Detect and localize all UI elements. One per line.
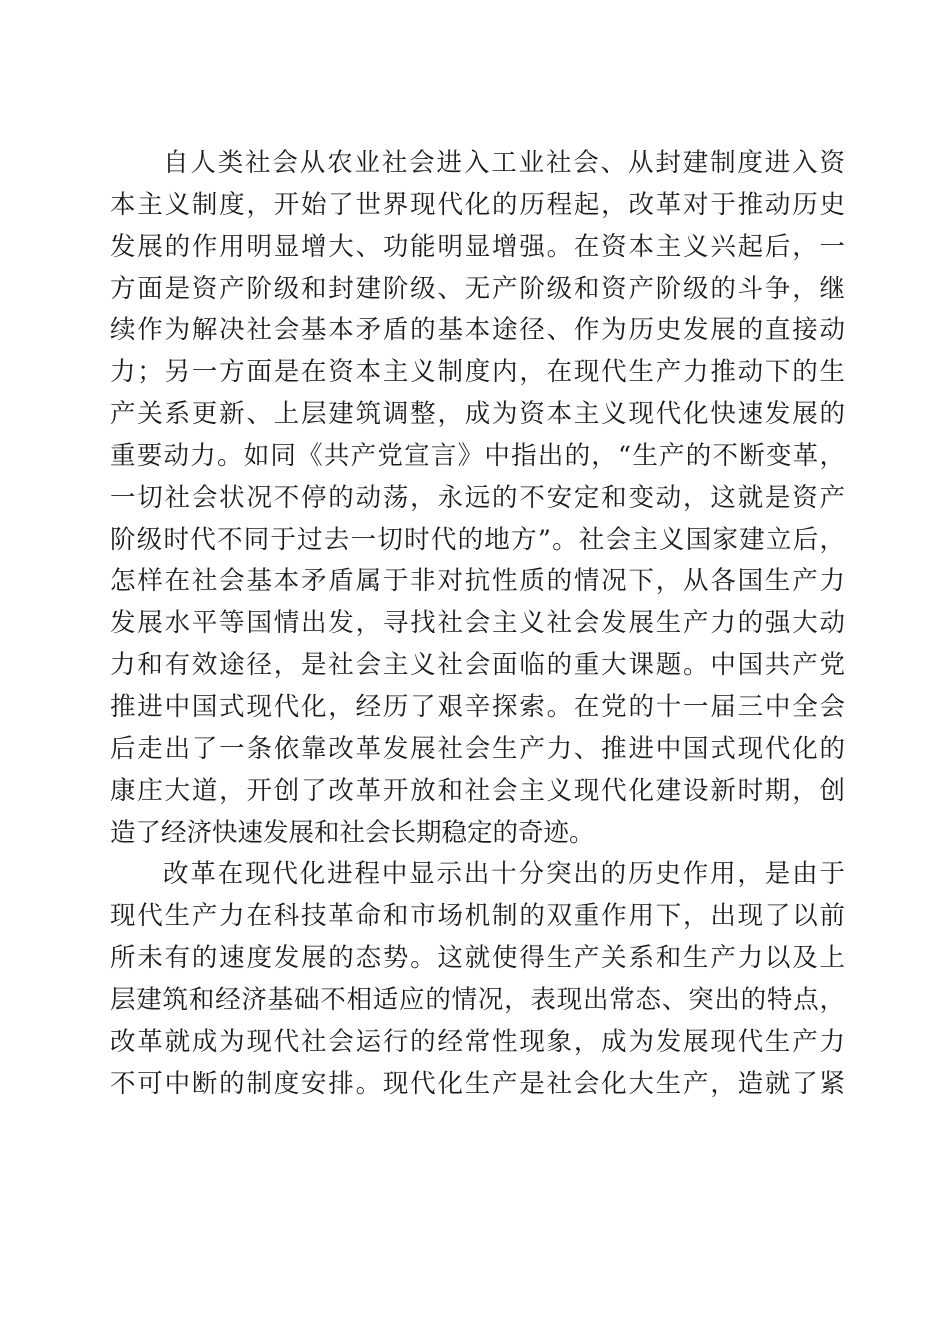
text-line: 阶级时代不同于过去一切时代的地方”。社会主义国家建立后， <box>110 524 845 555</box>
text-line: 不可中断的制度安排。现代化生产是社会化大生产，造就了紧 <box>110 1068 845 1099</box>
paragraph <box>110 854 845 1105</box>
text-line: 改革就成为现代社会运行的经常性现象，成为发展现代生产力 <box>110 1026 845 1057</box>
text-line: 造了经济快速发展和社会长期稳定的奇迹。 <box>110 817 595 848</box>
text-line: 推进中国式现代化，经历了艰辛探索。在党的十一届三中全会 <box>110 691 845 722</box>
body-text <box>110 143 845 1105</box>
text-line: 力和有效途径，是社会主义社会面临的重大课题。中国共产党 <box>110 650 845 681</box>
text-line: 现代生产力在科技革命和市场机制的双重作用下，出现了以前 <box>110 901 845 932</box>
text-line: 所未有的速度发展的态势。这就使得生产关系和生产力以及上 <box>110 943 845 974</box>
text-line: 方面是资产阶级和封建阶级、无产阶级和资产阶级的斗争，继 <box>110 273 845 304</box>
text-line: 改革在现代化进程中显示出十分突出的历史作用，是由于 <box>163 859 845 890</box>
text-line: 力；另一方面是在资本主义制度内，在现代生产力推动下的生 <box>110 357 845 388</box>
text-line: 一切社会状况不停的动荡，永远的不安定和变动，这就是资产 <box>110 482 845 513</box>
text-line: 续作为解决社会基本矛盾的基本途径、作为历史发展的直接动 <box>110 315 845 346</box>
text-line: 产关系更新、上层建筑调整，成为资本主义现代化快速发展的 <box>110 399 845 430</box>
text-line: 发展水平等国情出发，寻找社会主义社会发展生产力的强大动 <box>110 608 845 639</box>
text-line: 自人类社会从农业社会进入工业社会、从封建制度进入资 <box>163 148 845 178</box>
text-line: 本主义制度，开始了世界现代化的历程起，改革对于推动历史 <box>110 189 845 220</box>
text-line: 重要动力。如同《共产党宣言》中指出的，“生产的不断变革， <box>110 440 845 471</box>
text-line: 发展的作用明显增大、功能明显增强。在资本主义兴起后，一 <box>110 231 845 262</box>
text-line: 后走出了一条依靠改革发展社会生产力、推进中国式现代化的 <box>110 733 845 764</box>
text-line: 康庄大道，开创了改革开放和社会主义现代化建设新时期，创 <box>110 775 845 806</box>
text-line: 层建筑和经济基础不相适应的情况，表现出常态、突出的特点， <box>110 984 845 1015</box>
text-line: 怎样在社会基本矛盾属于非对抗性质的情况下，从各国生产力 <box>110 566 845 597</box>
paragraph <box>110 143 845 854</box>
